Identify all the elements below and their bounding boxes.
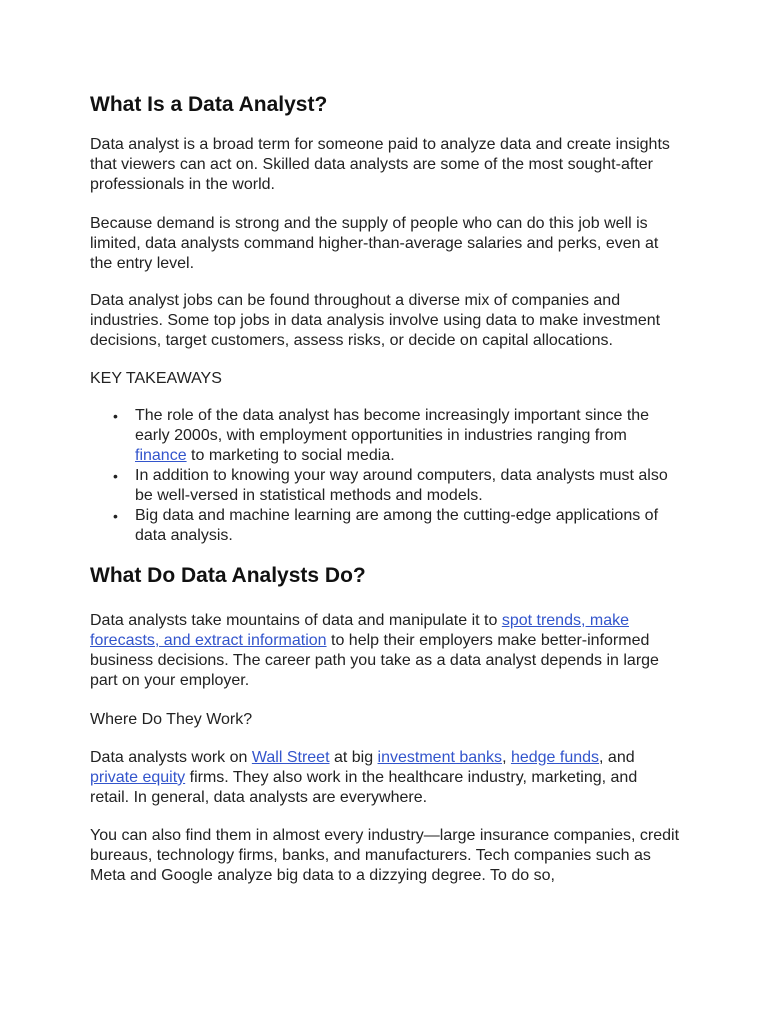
link-finance[interactable]: finance [135, 447, 187, 464]
link-wall-street[interactable]: Wall Street [251, 749, 330, 766]
article [90, 90, 680, 886]
what-do-text-end: to help their employers make better-informed business decisions. The career path you take as a data analyst depends in large part on your employer. [90, 632, 659, 689]
what-do-text-start: Data analysts take mountains of data and manipulate it to [90, 612, 502, 629]
takeaway-item-3 [113, 506, 680, 546]
work-text-3: , [502, 749, 511, 766]
bullet-icon: • [113, 468, 118, 484]
takeaway-item-1 [113, 406, 680, 466]
heading-what-do-data-analysts-do: What Do Data Analysts Do? [90, 564, 366, 587]
key-takeaways-label: KEY TAKEAWAYS [90, 370, 222, 387]
intro-paragraph-3: Data analyst jobs can be found throughout a diverse mix of companies and industries. Some top jobs in data analysis involve using data to make investment decisions, target customers, assess risks, or decide on capital allocations. [90, 292, 661, 349]
what-do-paragraph [90, 611, 680, 691]
where-do-they-work-label: Where Do They Work? [90, 711, 253, 728]
link-hedge-funds[interactable]: hedge funds [510, 749, 600, 766]
intro-paragraph-1: Data analyst is a broad term for someone paid to analyze data and create insights that viewers can act on. Skilled data analysts are some of the most sought-after professionals in the world. [90, 136, 670, 193]
takeaway-2-text: In addition to knowing your way around computers, data analysts must also be well-versed in statistical methods and models. [135, 467, 668, 504]
bullet-icon: • [113, 408, 118, 424]
heading-what-is-data-analyst: What Is a Data Analyst? [90, 93, 328, 116]
takeaway-3-text: Big data and machine learning are among the cutting-edge applications of data analysis. [135, 507, 659, 544]
key-takeaways-list [90, 406, 680, 546]
link-private-equity[interactable]: private equity [90, 769, 186, 786]
industries-paragraph: You can also find them in almost every industry—large insurance companies, credit bureaus, technology firms, banks, and manufacturers. Tech companies such as Meta and Google analyze big data to a dizzying degree. To do so, [90, 827, 680, 884]
link-investment-banks[interactable]: investment banks [377, 749, 503, 766]
takeaway-1-text-start: The role of the data analyst has become increasingly important since the early 2000s, with employment opportunities in industries ranging from [135, 407, 650, 444]
intro-paragraph-2: Because demand is strong and the supply of people who can do this job well is limited, data analysts command higher-than-average salaries and perks, even at the entry level. [90, 215, 659, 272]
where-work-paragraph [90, 748, 680, 808]
link-spot-trends[interactable]: spot trends, make forecasts, and extract information [90, 612, 629, 649]
work-text-5: firms. They also work in the healthcare industry, marketing, and retail. In general, data analysts are everywhere. [90, 769, 638, 806]
takeaway-item-2 [113, 466, 680, 506]
work-text-4: , and [599, 749, 635, 766]
work-text-1: Data analysts work on [90, 749, 252, 766]
bullet-icon: • [113, 508, 118, 524]
takeaway-1-text-end: to marketing to social media. [186, 447, 395, 464]
work-text-2: at big [329, 749, 378, 766]
